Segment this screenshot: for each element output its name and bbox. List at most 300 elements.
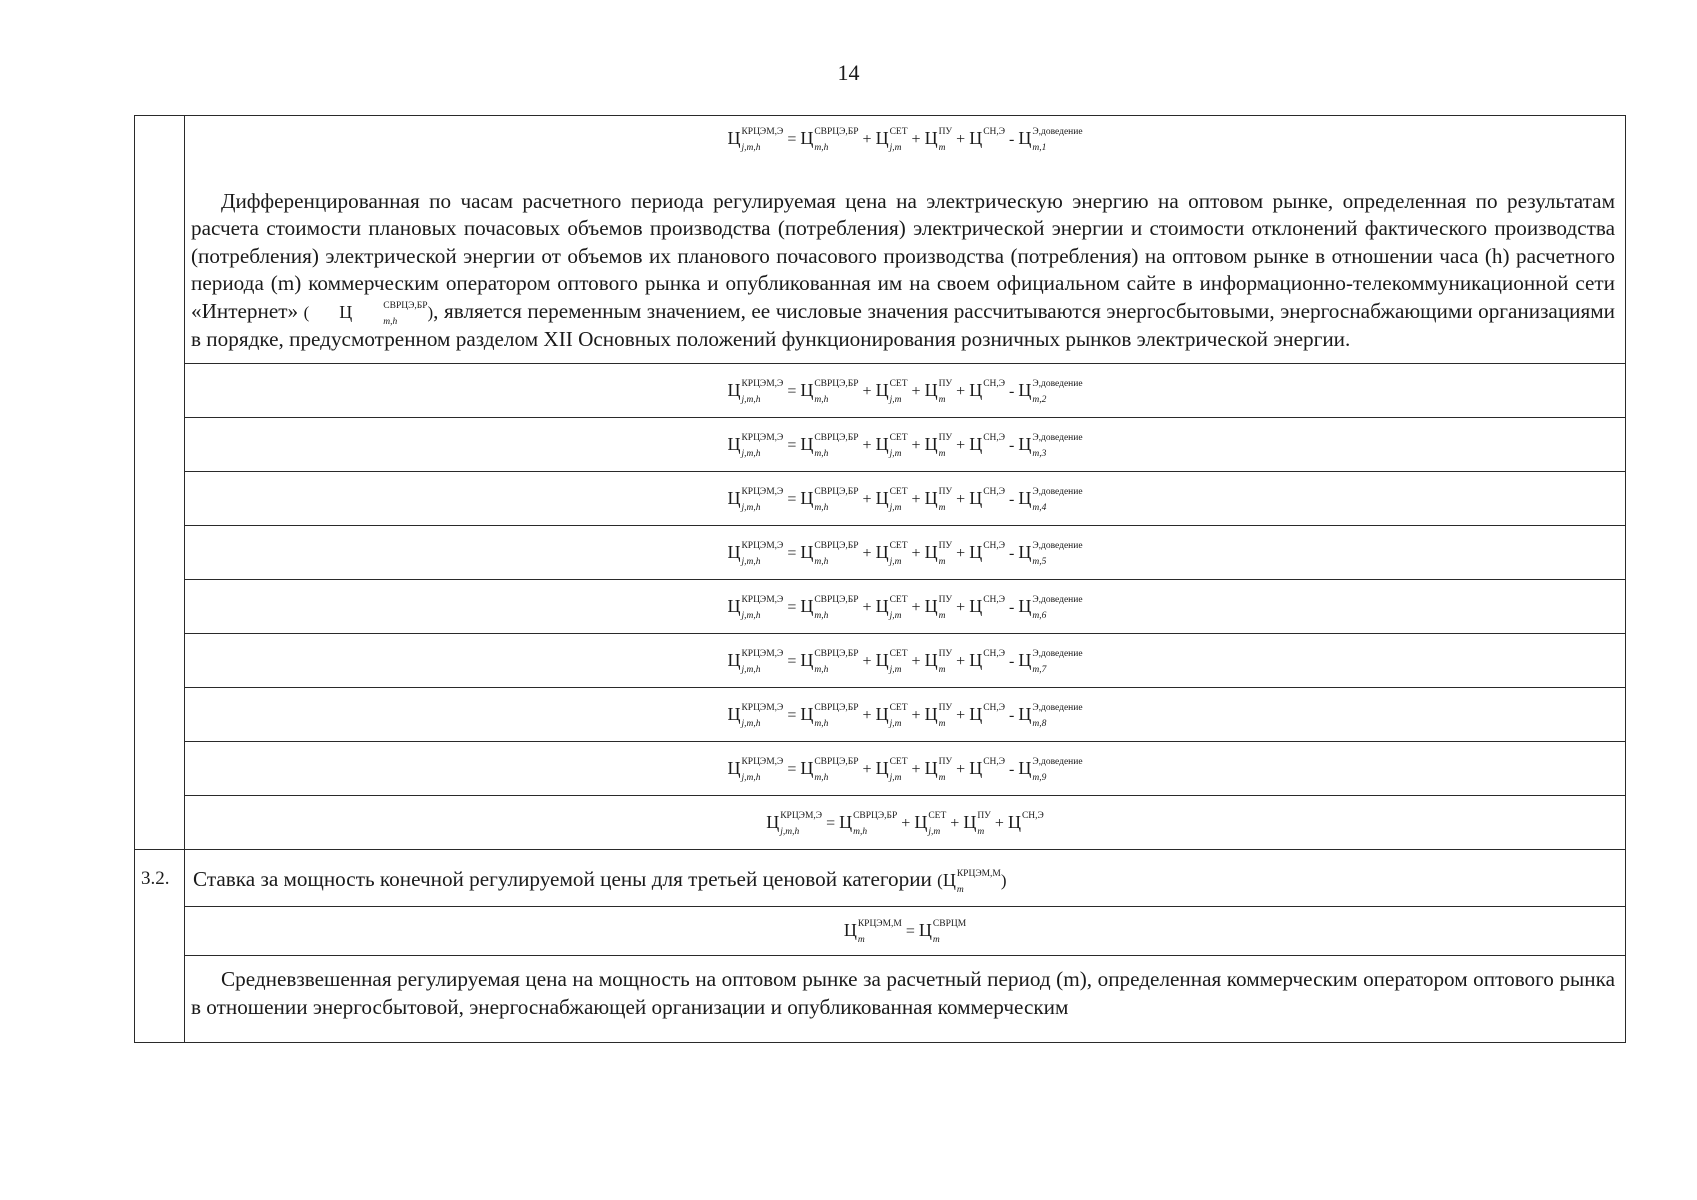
- operator: =: [787, 382, 797, 400]
- subscript: m,5: [1032, 556, 1047, 567]
- formula: [185, 526, 1626, 580]
- table-row: [135, 364, 1626, 418]
- operator: +: [862, 706, 872, 724]
- operator: -: [1009, 544, 1015, 562]
- formula: [185, 580, 1626, 634]
- symbol-letter: Ц: [875, 379, 889, 400]
- superscript: Э,доведение: [1032, 127, 1083, 138]
- price-symbol: [875, 594, 908, 621]
- subscript: m: [938, 610, 946, 621]
- operator: +: [911, 131, 921, 148]
- operator: +: [950, 814, 960, 832]
- subscript: m: [857, 935, 865, 946]
- subscript: j,m,h: [741, 610, 761, 621]
- superscript: СН,Э: [983, 594, 1006, 605]
- table-row: [135, 472, 1626, 526]
- superscript: СЕТ: [928, 810, 947, 821]
- subscript: [983, 773, 1005, 783]
- price-symbol: [309, 299, 427, 326]
- operator: +: [956, 760, 966, 778]
- operator: +: [862, 652, 872, 670]
- superscript: СВРЦЭ,БР: [853, 810, 898, 821]
- superscript: СВРЦЭ,БР: [814, 378, 859, 389]
- price-symbol: [1018, 378, 1083, 405]
- price-symbol: [969, 650, 1005, 672]
- subscript: m,1: [1032, 143, 1047, 154]
- symbol-letter: Ц: [1018, 487, 1032, 508]
- operator: +: [956, 706, 966, 724]
- operator: +: [862, 544, 872, 562]
- superscript: СВРЦЭ,БР: [814, 127, 859, 138]
- symbol-letter: Ц: [969, 433, 983, 454]
- price-symbol: [969, 434, 1005, 456]
- price-symbol: [969, 758, 1005, 780]
- row-number-cell: [135, 116, 185, 850]
- table-row: [135, 116, 1626, 364]
- superscript: КРЦЭМ,Э: [741, 756, 784, 767]
- price-symbol: [875, 540, 908, 567]
- superscript: ПУ: [977, 810, 991, 821]
- subscript: m,2: [1032, 394, 1047, 405]
- superscript: КРЦЭМ,Э: [741, 540, 784, 551]
- subscript: m,6: [1032, 610, 1047, 621]
- subscript: m,h: [814, 556, 829, 567]
- formula: [185, 688, 1626, 742]
- intro-block: [185, 116, 1626, 364]
- subscript: j,m,h: [741, 394, 761, 405]
- symbol-letter: Ц: [942, 869, 956, 890]
- superscript: СН,Э: [983, 378, 1006, 389]
- table-row: [135, 418, 1626, 472]
- superscript: Э,доведение: [1032, 702, 1083, 713]
- symbol-letter: Ц: [875, 541, 889, 562]
- price-symbol: [727, 378, 784, 405]
- price-symbol: [875, 702, 908, 729]
- price-symbol: [969, 596, 1005, 618]
- superscript: СВРЦЭ,БР: [814, 594, 859, 605]
- symbol-letter: Ц: [924, 128, 938, 148]
- operator: +: [911, 652, 921, 670]
- price-symbol: [800, 486, 859, 513]
- symbol-letter: Ц: [839, 811, 853, 832]
- symbol-letter: Ц: [766, 811, 780, 832]
- symbol-letter: Ц: [1007, 811, 1021, 832]
- superscript: КРЦЭМ,Э: [741, 378, 784, 389]
- paren: ): [1000, 870, 1007, 890]
- subscript: [983, 611, 1005, 621]
- description-paragraph: Средневзвешенная регулируемая цена на мощность на оптовом рынке за расчетный период (m), определенная коммерческим оператором оптового рынка в отношении энергосбытовой, энергоснабжающей организации и опубликованная коммерческим: [191, 967, 1615, 1019]
- table-row: [135, 742, 1626, 796]
- superscript: КРЦЭМ,Э: [780, 810, 823, 821]
- subscript: m: [938, 448, 946, 459]
- formula: [185, 116, 1625, 188]
- price-symbol: [875, 127, 908, 154]
- section-description: [185, 956, 1626, 1043]
- superscript: Э,доведение: [1032, 540, 1083, 551]
- symbol-letter: Ц: [800, 379, 814, 400]
- price-symbol: [918, 919, 967, 946]
- operator: -: [1009, 490, 1015, 508]
- superscript: Э,доведение: [1032, 594, 1083, 605]
- superscript: СЕТ: [889, 540, 908, 551]
- superscript: СН,Э: [983, 486, 1006, 497]
- formula: [185, 472, 1626, 526]
- price-symbol: [924, 378, 953, 405]
- formula: [185, 796, 1626, 850]
- price-symbol: [800, 378, 859, 405]
- price-symbol: [914, 810, 947, 837]
- price-symbol: [924, 702, 953, 729]
- subscript: m,h: [814, 502, 829, 513]
- symbol-letter: Ц: [969, 757, 983, 778]
- symbol-letter: Ц: [875, 487, 889, 508]
- symbol-letter: Ц: [339, 301, 353, 322]
- price-symbol: [969, 542, 1005, 564]
- operator: =: [787, 652, 797, 670]
- table-row: [135, 956, 1626, 1043]
- operator: +: [911, 436, 921, 454]
- superscript: СВРЦМ: [932, 919, 967, 930]
- symbol-letter: Ц: [843, 920, 857, 941]
- subscript: j,m,h: [741, 143, 761, 154]
- operator: =: [787, 760, 797, 778]
- subscript: m,9: [1032, 772, 1047, 783]
- operator: =: [787, 131, 797, 148]
- inline-symbol: [303, 300, 434, 327]
- price-symbol: [1018, 127, 1083, 154]
- price-symbol: [924, 756, 953, 783]
- price-symbol: [800, 432, 859, 459]
- superscript: СЕТ: [889, 127, 908, 138]
- section-number: 3.2.: [135, 850, 185, 1043]
- price-symbol: [800, 648, 859, 675]
- subscript: m,3: [1032, 448, 1047, 459]
- price-symbol: [1018, 486, 1083, 513]
- subscript: m: [938, 394, 946, 405]
- price-symbol: [875, 648, 908, 675]
- price-symbol: [924, 127, 953, 154]
- symbol-letter: Ц: [727, 541, 741, 562]
- subscript: j,m,h: [741, 556, 761, 567]
- price-symbol: [875, 756, 908, 783]
- price-symbol: [942, 868, 1001, 895]
- subscript: [983, 503, 1005, 513]
- operator: +: [911, 706, 921, 724]
- superscript: СЕТ: [889, 594, 908, 605]
- symbol-letter: Ц: [963, 811, 977, 832]
- subscript: j,m: [889, 556, 902, 567]
- superscript: СЕТ: [889, 378, 908, 389]
- superscript: ПУ: [938, 486, 953, 497]
- operator: +: [956, 436, 966, 454]
- subscript: [983, 449, 1005, 459]
- symbol-letter: Ц: [969, 379, 983, 400]
- inline-symbol: [937, 868, 1007, 895]
- subscript: j,m: [889, 143, 902, 154]
- price-symbol: [875, 432, 908, 459]
- superscript: КРЦЭМ,Э: [741, 486, 784, 497]
- price-symbol: [924, 432, 953, 459]
- operator: +: [956, 598, 966, 616]
- subscript: m: [938, 664, 946, 675]
- price-symbol: [800, 594, 859, 621]
- superscript: ПУ: [938, 378, 953, 389]
- subscript: m,h: [814, 448, 829, 459]
- superscript: СЕТ: [889, 702, 908, 713]
- superscript: КРЦЭМ,Э: [741, 702, 784, 713]
- symbol-letter: Ц: [875, 128, 889, 148]
- table-row: [135, 634, 1626, 688]
- operator: +: [862, 131, 872, 148]
- subscript: m: [932, 935, 940, 946]
- price-symbol: [727, 648, 784, 675]
- superscript: СЕТ: [889, 648, 908, 659]
- subscript: j,m,h: [741, 502, 761, 513]
- symbol-letter: Ц: [969, 541, 983, 562]
- symbol-letter: Ц: [969, 595, 983, 616]
- superscript: КРЦЭМ,М: [956, 868, 1001, 879]
- subscript: j,m,h: [741, 772, 761, 783]
- price-symbol: [843, 919, 902, 946]
- paren: ): [427, 302, 434, 322]
- superscript: КРЦЭМ,М: [857, 919, 902, 930]
- paragraph-text: , является переменным значением, ее числовые значения рассчитываются энергосбытовыми, энергоснабжающими организациями в порядке, предусмотренном разделом XII Основных положений функционирования розничных рынков электрической энергии.: [191, 298, 1616, 352]
- formula: [185, 742, 1626, 796]
- superscript: СВРЦЭ,БР: [814, 540, 859, 551]
- symbol-letter: Ц: [800, 595, 814, 616]
- price-symbol: [800, 127, 859, 154]
- paragraph-text: Дифференцированная по часам расчетного периода регулируемая цена на электрическую энергию на оптовом рынке, определенная по результатам расчета стоимости плановых почасовых объемов производства (потребления) электрической энергии и стоимости отклонений фактического производства (потребления) электрической энергии от объемов их планового почасового производства (потребления) на оптовом рынке в отношении часа (h) расчетного периода (m) коммерческим оператором оптового рынка и опубликованная им на своем официальном сайте в информационно-телекоммуникационной сети «Интернет»: [191, 189, 1615, 323]
- price-symbol: [727, 127, 784, 154]
- symbol-letter: Ц: [1018, 757, 1032, 778]
- section-title-text: Ставка за мощность конечной регулируемой цены для третьей ценовой категории: [193, 866, 932, 891]
- price-symbol: [875, 378, 908, 405]
- operator: +: [956, 490, 966, 508]
- price-symbol: [969, 704, 1005, 726]
- subscript: j,m: [889, 610, 902, 621]
- subscript: m,7: [1032, 664, 1047, 675]
- operator: +: [956, 544, 966, 562]
- subscript: j,m: [889, 772, 902, 783]
- symbol-letter: Ц: [1018, 128, 1032, 148]
- price-symbol: [924, 648, 953, 675]
- operator: +: [911, 544, 921, 562]
- symbol-letter: Ц: [1018, 433, 1032, 454]
- superscript: КРЦЭМ,Э: [741, 127, 784, 138]
- operator: =: [787, 598, 797, 616]
- subscript: j,m: [928, 826, 941, 837]
- operator: =: [787, 490, 797, 508]
- symbol-letter: Ц: [1018, 595, 1032, 616]
- operator: -: [1009, 706, 1015, 724]
- price-symbol: [1018, 432, 1083, 459]
- symbol-letter: Ц: [924, 487, 938, 508]
- subscript: m: [956, 884, 964, 895]
- symbol-letter: Ц: [800, 541, 814, 562]
- symbol-letter: Ц: [924, 433, 938, 454]
- operator: +: [911, 490, 921, 508]
- symbol-letter: Ц: [924, 703, 938, 724]
- superscript: КРЦЭМ,Э: [741, 594, 784, 605]
- symbol-letter: Ц: [914, 811, 928, 832]
- price-symbol: [1008, 812, 1044, 834]
- subscript: m,h: [814, 394, 829, 405]
- operator: +: [862, 760, 872, 778]
- superscript: Э,доведение: [1032, 378, 1083, 389]
- subscript: m: [977, 826, 985, 837]
- superscript: СВРЦЭ,БР: [814, 648, 859, 659]
- price-symbol: [1018, 702, 1083, 729]
- subscript: m,h: [814, 772, 829, 783]
- price-symbol: [969, 488, 1005, 510]
- operator: =: [787, 706, 797, 724]
- symbol-letter: Ц: [924, 595, 938, 616]
- subscript: j,m: [889, 394, 902, 405]
- price-symbol: [727, 540, 784, 567]
- price-symbol: [727, 756, 784, 783]
- symbol-letter: Ц: [727, 128, 741, 148]
- price-symbol: [727, 702, 784, 729]
- subscript: m,h: [814, 143, 829, 154]
- symbol-letter: Ц: [1018, 703, 1032, 724]
- superscript: СВРЦЭ,БР: [814, 486, 859, 497]
- superscript: КРЦЭМ,Э: [741, 648, 784, 659]
- table-row: [135, 907, 1626, 956]
- superscript: Э,доведение: [1032, 432, 1083, 443]
- table-row: [135, 688, 1626, 742]
- price-symbol: [924, 540, 953, 567]
- operator: +: [901, 814, 911, 832]
- superscript: СВРЦЭ,БР: [814, 702, 859, 713]
- superscript: СН,Э: [1021, 810, 1044, 821]
- subscript: m: [938, 556, 946, 567]
- subscript: [983, 395, 1005, 405]
- superscript: СВРЦЭ,БР: [383, 300, 428, 311]
- symbol-letter: Ц: [924, 649, 938, 670]
- operator: -: [1009, 652, 1015, 670]
- symbol-letter: Ц: [1018, 541, 1032, 562]
- price-symbol: [727, 594, 784, 621]
- price-symbol: [924, 486, 953, 513]
- subscript: [1022, 827, 1044, 837]
- symbol-letter: Ц: [727, 757, 741, 778]
- symbol-letter: Ц: [800, 487, 814, 508]
- price-symbol: [800, 540, 859, 567]
- subscript: [983, 557, 1005, 567]
- subscript: m,h: [383, 316, 398, 327]
- table-row: [135, 580, 1626, 634]
- superscript: СВРЦЭ,БР: [814, 756, 859, 767]
- superscript: СЕТ: [889, 486, 908, 497]
- superscript: СН,Э: [983, 756, 1006, 767]
- formula: [185, 634, 1626, 688]
- symbol-letter: Ц: [918, 920, 932, 941]
- superscript: СН,Э: [983, 432, 1006, 443]
- formula: [185, 364, 1626, 418]
- subscript: j,m,h: [780, 826, 800, 837]
- table-row: [135, 796, 1626, 850]
- symbol-letter: Ц: [727, 433, 741, 454]
- price-symbol: [727, 432, 784, 459]
- symbol-letter: Ц: [924, 541, 938, 562]
- price-symbol: [800, 756, 859, 783]
- symbol-letter: Ц: [727, 649, 741, 670]
- superscript: Э,доведение: [1032, 648, 1083, 659]
- superscript: ПУ: [938, 756, 953, 767]
- operator: -: [1009, 760, 1015, 778]
- symbol-letter: Ц: [800, 128, 814, 148]
- symbol-letter: Ц: [875, 757, 889, 778]
- subscript: m: [938, 772, 946, 783]
- operator: +: [994, 814, 1004, 832]
- superscript: СН,Э: [983, 648, 1006, 659]
- regulation-table: [134, 115, 1626, 1043]
- superscript: СВРЦЭ,БР: [814, 432, 859, 443]
- operator: +: [911, 382, 921, 400]
- price-symbol: [766, 810, 823, 837]
- superscript: СН,Э: [983, 540, 1006, 551]
- subscript: j,m: [889, 448, 902, 459]
- operator: +: [862, 436, 872, 454]
- subscript: j,m: [889, 664, 902, 675]
- symbol-letter: Ц: [727, 379, 741, 400]
- symbol-letter: Ц: [1018, 649, 1032, 670]
- formula: [185, 418, 1626, 472]
- operator: +: [862, 382, 872, 400]
- price-symbol: [1018, 648, 1083, 675]
- symbol-letter: Ц: [969, 128, 983, 148]
- operator: +: [911, 760, 921, 778]
- subscript: j,m: [889, 502, 902, 513]
- superscript: ПУ: [938, 432, 953, 443]
- subscript: m: [938, 143, 946, 154]
- symbol-letter: Ц: [1018, 379, 1032, 400]
- superscript: ПУ: [938, 127, 953, 138]
- symbol-letter: Ц: [727, 703, 741, 724]
- symbol-letter: Ц: [969, 649, 983, 670]
- superscript: СН,Э: [983, 702, 1006, 713]
- price-symbol: [969, 128, 1005, 150]
- subscript: j,m,h: [741, 448, 761, 459]
- subscript: [983, 665, 1005, 675]
- superscript: СН,Э: [983, 127, 1006, 138]
- subscript: j,m: [889, 718, 902, 729]
- subscript: [983, 719, 1005, 729]
- operator: +: [956, 382, 966, 400]
- subscript: j,m,h: [741, 664, 761, 675]
- price-symbol: [969, 380, 1005, 402]
- superscript: Э,доведение: [1032, 756, 1083, 767]
- operator: +: [911, 598, 921, 616]
- superscript: ПУ: [938, 648, 953, 659]
- superscript: КРЦЭМ,Э: [741, 432, 784, 443]
- price-symbol: [727, 486, 784, 513]
- price-symbol: [924, 594, 953, 621]
- table-row: [135, 850, 1626, 907]
- symbol-letter: Ц: [800, 703, 814, 724]
- operator: =: [826, 814, 836, 832]
- price-symbol: [1018, 540, 1083, 567]
- subscript: j,m,h: [741, 718, 761, 729]
- description-paragraph: [185, 188, 1625, 363]
- price-symbol: [839, 810, 898, 837]
- subscript: m,4: [1032, 502, 1047, 513]
- subscript: m,h: [814, 664, 829, 675]
- superscript: ПУ: [938, 540, 953, 551]
- operator: +: [956, 131, 966, 148]
- symbol-letter: Ц: [875, 595, 889, 616]
- operator: +: [956, 652, 966, 670]
